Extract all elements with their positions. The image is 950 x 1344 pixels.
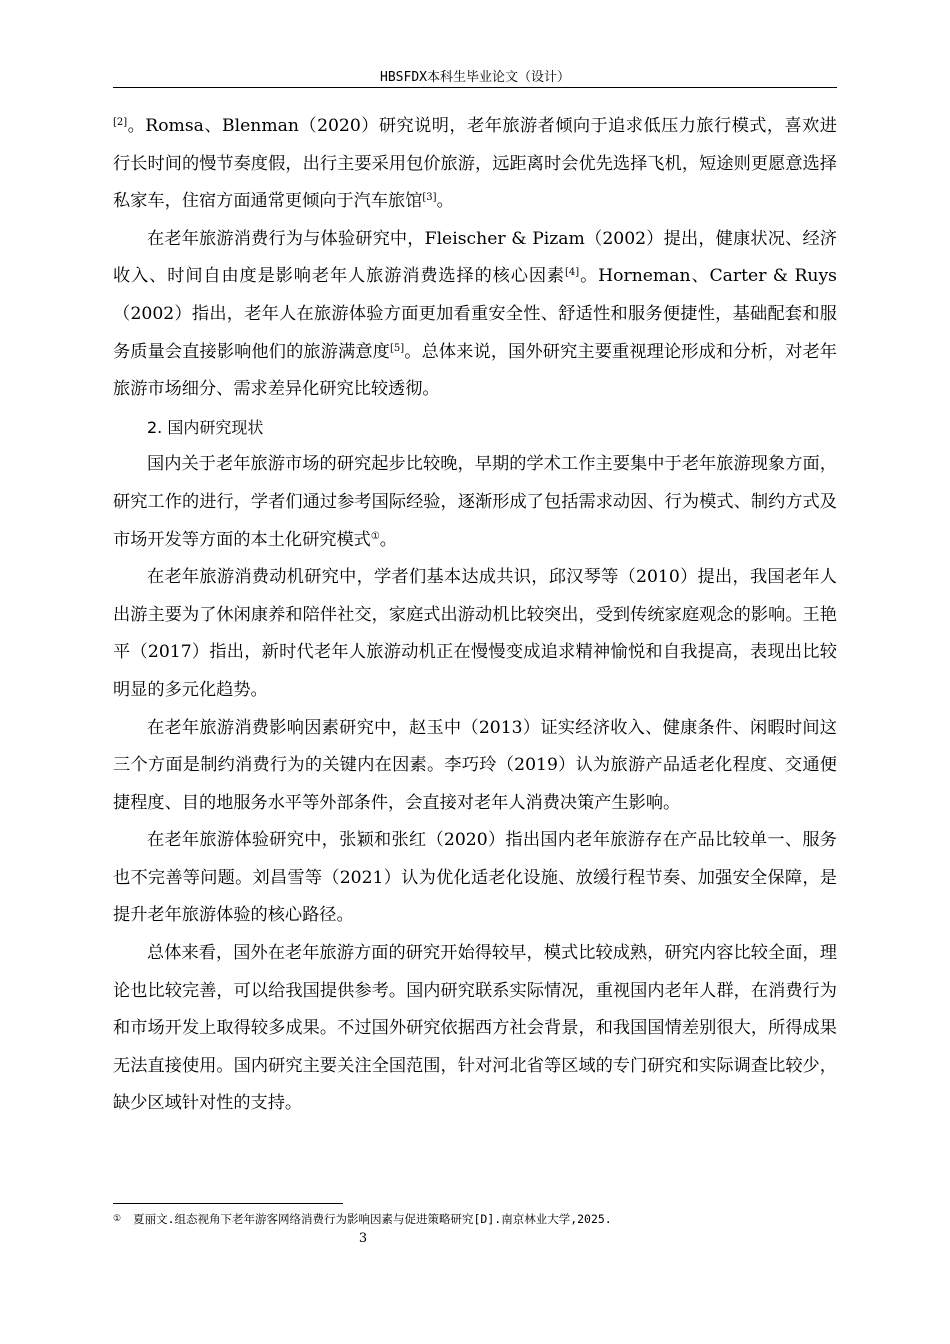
paragraph-5: 在老年旅游消费影响因素研究中，赵玉中（2013）证实经济收入、健康条件、闲暇时间这三个方面是制约消费行为的关键内在因素。李巧玲（2019）认为旅游产品适老化程度、交通便捷程度、目的地服务水平等外部条件，会直接对老年人消费决策产生影响。 [113,717,837,813]
body-text [113,108,837,1123]
text-run: 在老年旅游消费行为与体验研究中，Fleischer & Pizam（2002）提出，健康状况、经济收入、时间自由度是影响老年人旅游消费选择的核心因素 [113,228,837,287]
text-run: 。Romsa、Blenman（2020）研究说明，老年旅游者倾向于追求低压力旅行模式，喜欢进行长时间的慢节奏度假，出行主要采用包价旅游，远距离时会优先选择飞机，短途则更愿意选择私家车，住宿方面通常更倾向于汽车旅馆 [113,116,837,212]
footnote-ref: ① [370,530,380,542]
text-run: 。总体来说，国外研究主要重视理论形成和分析，对老年旅游市场细分、需求差异化研究比较透彻。 [113,341,837,400]
paragraph-1 [113,108,837,221]
citation-ref: [4] [565,267,580,279]
running-header: HBSFDX本科生毕业论文（设计） [380,70,570,85]
header-rule [113,87,837,88]
text-run: 。 [436,191,454,212]
paragraph-7: 总体来看，国外在老年旅游方面的研究开始得较早，模式比较成熟，研究内容比较全面，理论也比较完善，可以给我国提供参考。国内研究联系实际情况，重视国内老年人群，在消费行为和市场开发上取得较多成果。不过国外研究依据西方社会背景，和我国国情差别很大，所得成果无法直接使用。国内研究主要关注全国范围，针对河北省等区域的专门研究和实际调查比较少，缺少区域针对性的支持。 [113,943,837,1114]
citation-ref: [2] [113,117,128,128]
footnote-rule [113,1203,343,1204]
footnote [113,1211,837,1227]
citation-ref: [3] [422,192,437,204]
text-run: 。Horneman、Carter & Ruys（2002）指出，老年人在旅游体验方面更加看重安全性、舒适性和服务便捷性，基础配套和服务质量会直接影响他们的旅游满意度 [113,266,837,362]
page-number: 3 [358,1231,368,1246]
paragraph-4: 在老年旅游消费动机研究中，学者们基本达成共识，邱汉琴等（2010）提出，我国老年人出游主要为了休闲康养和陪伴社交，家庭式出游动机比较突出，受到传统家庭观念的影响。王艳平（2017）指出，新时代老年人旅游动机正在慢慢变成追求精神愉悦和自我提高，表现出比较明显的多元化趋势。 [113,567,837,700]
citation-ref: [5] [390,342,405,354]
section-heading: 2. 国内研究现状 [147,417,264,437]
footnote-text: 夏丽文.组态视角下老年游客网络消费行为影响因素与促进策略研究[D].南京林业大学,2025. [133,1212,612,1226]
footnote-mark: ① [113,1214,122,1224]
text-run: 国内关于老年旅游市场的研究起步比较晚，早期的学术工作主要集中于老年旅游现象方面，研究工作的进行，学者们通过参考国际经验，逐渐形成了包括需求动因、行为模式、制约方式及市场开发等方面的本土化研究模式 [113,454,837,550]
paragraph-6: 在老年旅游体验研究中，张颖和张红（2020）指出国内老年旅游存在产品比较单一、服务也不完善等问题。刘昌雪等（2021）认为优化适老化设施、放缓行程节奏、加强安全保障，是提升老年旅游体验的核心路径。 [113,830,837,926]
text-run: 。 [379,529,397,550]
paragraph-3 [113,446,837,559]
paragraph-2 [113,221,837,409]
